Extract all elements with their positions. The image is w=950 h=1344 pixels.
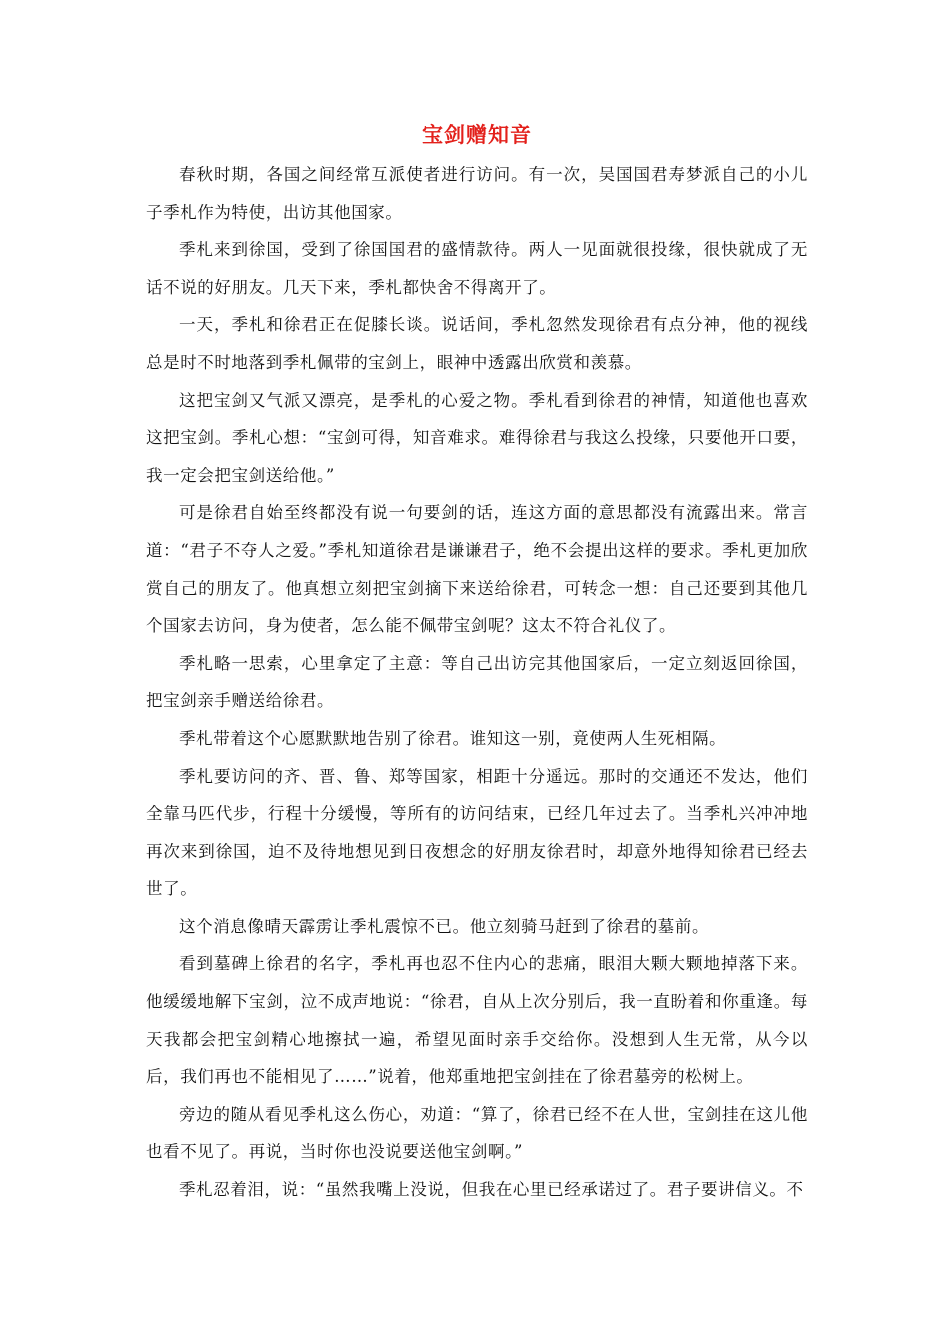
paragraph: 季札要访问的齐、晋、鲁、郑等国家，相距十分遥远。那时的交通还不发达，他们全靠马匹代步，行程十分缓慢，等所有的访问结束，已经几年过去了。当季札兴冲冲地再次来到徐国，迫不及待地想见到日夜想念的好朋友徐君时，却意外地得知徐君已经去世了。 (146, 766, 808, 899)
paragraph: 这个消息像晴天霹雳让季札震惊不已。他立刻骑马赶到了徐君的墓前。 (179, 916, 710, 936)
paragraph: 旁边的随从看见季札这么伤心，劝道：“算了，徐君已经不在人世，宝剑挂在这儿他也看不见了。再说，当时你也没说要送他宝剑啊。” (146, 1104, 808, 1162)
paragraph: 这把宝剑又气派又漂亮，是季札的心爱之物。季札看到徐君的神情，知道他也喜欢这把宝剑。季札心想：“宝剑可得，知音难求。难得徐君与我这么投缘，只要他开口要，我一定会把宝剑送给他。” (146, 390, 808, 485)
paragraph: 春秋时期，各国之间经常互派使者进行访问。有一次，吴国国君寿梦派自己的小儿子季札作为特使，出访其他国家。 (146, 165, 808, 222)
paragraph: 看到墓碑上徐君的名字，季札再也忍不住内心的悲痛，眼泪大颗大颗地掉落下来。他缓缓地解下宝剑，泣不成声地说：“徐君，自从上次分别后，我一直盼着和你重逢。每天我都会把宝剑精心地擦拭一遍，希望见面时亲手交给你。没想到人生无常，从今以后，我们再也不能相见了……”说着，他郑重地把宝剑挂在了徐君墓旁的松树上。 (146, 954, 808, 1087)
paragraph: 季札忍着泪，说：“虽然我嘴上没说，但我在心里已经承诺过了。君子要讲信义。不 (179, 1180, 804, 1200)
story-title: 宝剑赠知音 (422, 122, 532, 147)
document-page (146, 118, 808, 1209)
paragraph: 季札略一思索，心里拿定了主意：等自己出访完其他国家后，一定立刻返回徐国，把宝剑亲手赠送给徐君。 (146, 653, 808, 711)
paragraph: 可是徐君自始至终都没有说一句要剑的话，连这方面的意思都没有流露出来。常言道：“君子不夺人之爱。”季札知道徐君是谦谦君子，绝不会提出这样的要求。季札更加欣赏自己的朋友了。他真想立刻把宝剑摘下来送给徐君，可转念一想：自己还要到其他几个国家去访问，身为使者，怎么能不佩带宝剑呢？这太不符合礼仪了。 (146, 503, 808, 636)
paragraph: 季札来到徐国，受到了徐国国君的盛情款待。两人一见面就很投缘，很快就成了无话不说的好朋友。几天下来，季札都快舍不得离开了。 (146, 240, 808, 297)
paragraph: 一天，季札和徐君正在促膝长谈。说话间，季札忽然发现徐君有点分神，他的视线总是时不时地落到季札佩带的宝剑上，眼神中透露出欣赏和羡慕。 (146, 315, 808, 372)
paragraph: 季札带着这个心愿默默地告别了徐君。谁知这一别，竟使两人生死相隔。 (179, 728, 727, 748)
